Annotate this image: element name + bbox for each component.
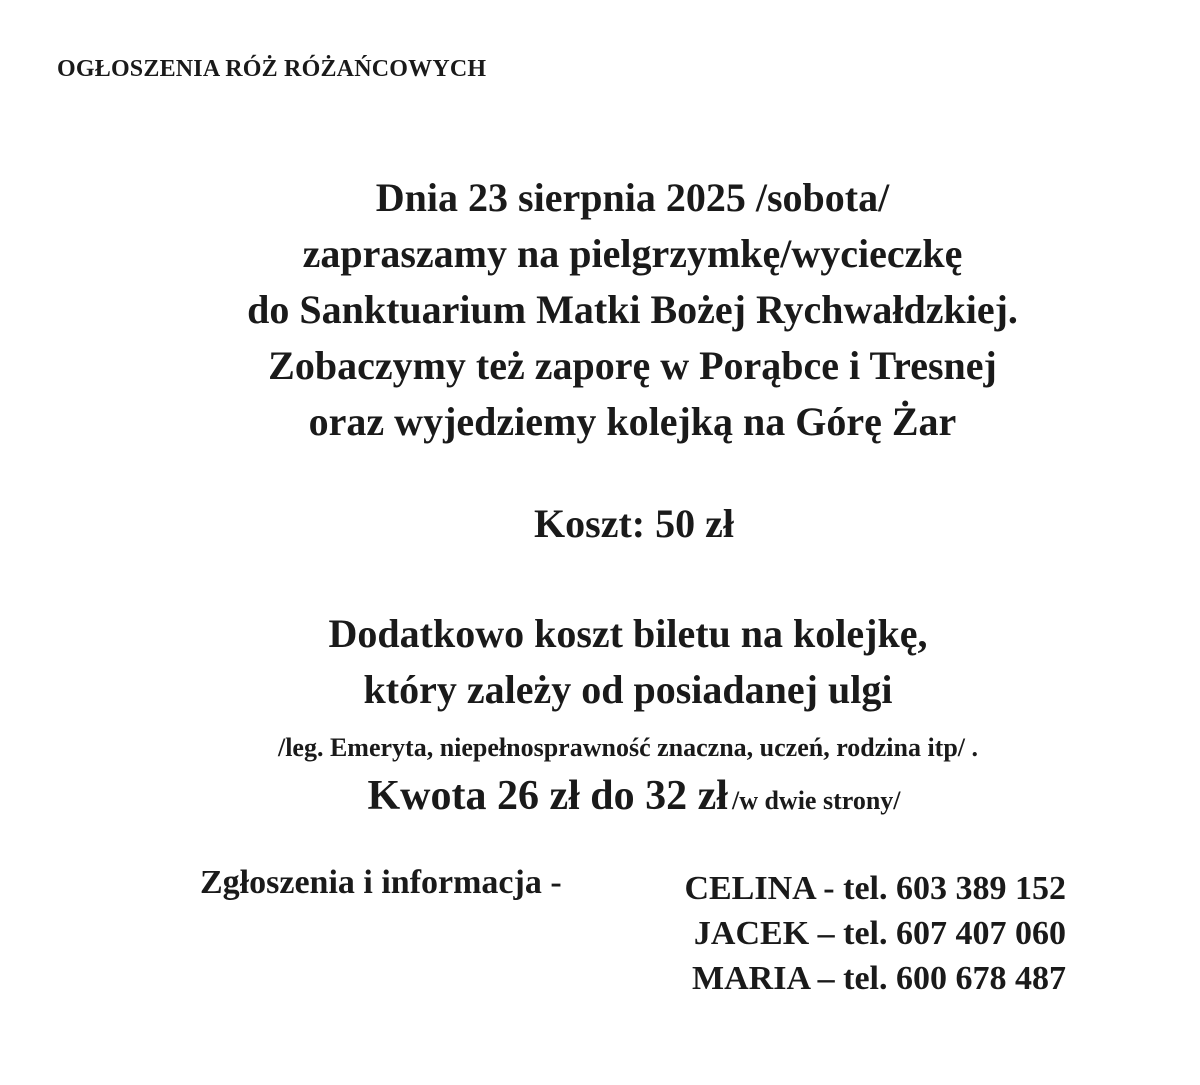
cost-line: Koszt: 50 zł (534, 501, 734, 546)
announcement-header: OGŁOSZENIA RÓŻ RÓŻAŃCOWYCH (57, 56, 487, 82)
contact-list (684, 866, 1066, 1001)
contact-item: JACEK – tel. 607 407 060 (693, 915, 1066, 952)
invitation-line: oraz wyjedziemy kolejką na Górę Żar (308, 399, 957, 444)
invitation-line: zapraszamy na pielgrzymkę/wycieczkę (302, 231, 963, 276)
invitation-line: do Sanktuarium Matki Bożej Rychwałdzkiej. (247, 287, 1018, 332)
ticket-amount (0, 772, 1200, 820)
ticket-amount-note: /w dwie strony/ (731, 786, 901, 815)
extra-cost-line: Dodatkowo koszt biletu na kolejkę, (328, 611, 928, 656)
invitation-line: Dnia 23 sierpnia 2025 /sobota/ (375, 175, 890, 220)
ticket-amount-value: Kwota 26 zł do 32 zł (367, 773, 728, 819)
invitation-text (0, 170, 1200, 450)
invitation-line: Zobaczymy też zaporę w Porąbce i Tresnej (268, 343, 997, 388)
contacts-label: Zgłoszenia i informacja - (200, 864, 562, 901)
contact-item: MARIA – tel. 600 678 487 (692, 960, 1066, 997)
discounts-note: /leg. Emeryta, niepełnosprawność znaczna, uczeń, rodzina itp/ . (277, 733, 979, 762)
contact-item: CELINA - tel. 603 389 152 (684, 870, 1066, 907)
extra-cost-text (0, 606, 1200, 718)
extra-cost-line: który zależy od posiadanej ulgi (363, 667, 893, 712)
